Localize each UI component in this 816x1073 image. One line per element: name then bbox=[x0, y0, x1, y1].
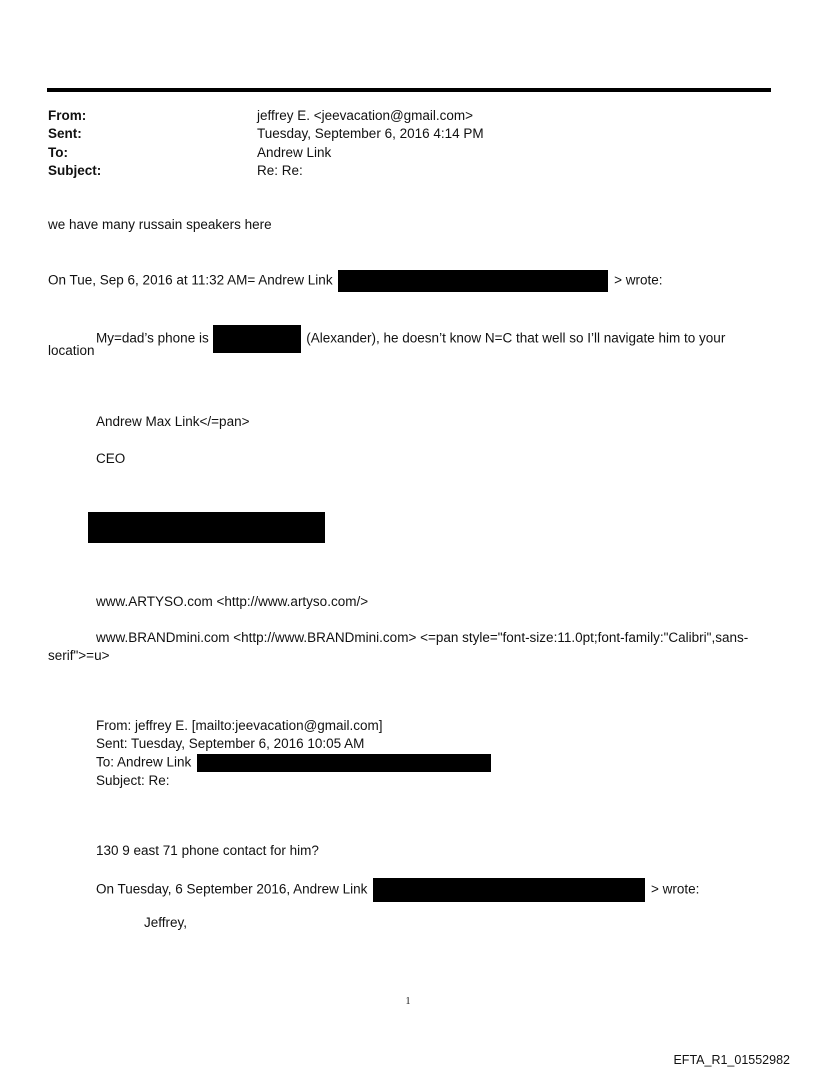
page-number: 1 bbox=[405, 996, 411, 1007]
to-value: Andrew Link bbox=[257, 145, 332, 160]
header-rule bbox=[47, 88, 771, 92]
sent-value: Tuesday, September 6, 2016 4:14 PM bbox=[257, 126, 484, 141]
reply-text: we have many russain speakers here bbox=[48, 217, 272, 232]
phone-line-wrap: location bbox=[48, 343, 95, 358]
redaction-block bbox=[213, 325, 301, 353]
fwd-to bbox=[96, 754, 491, 772]
quote-header-1-suffix: > wrote: bbox=[614, 272, 663, 288]
phone-line-suffix: (Alexander), he doesn’t know N=C that well so I’ll navigate him to your bbox=[306, 330, 726, 346]
quote-header-1 bbox=[48, 270, 663, 292]
to-label: To: bbox=[48, 145, 68, 160]
link-brandmini-wrap: serif">=u> bbox=[48, 648, 110, 663]
quote-header-2-prefix: On Tuesday, 6 September 2016, Andrew Link bbox=[96, 881, 368, 897]
contact-question: 130 9 east 71 phone contact for him? bbox=[96, 843, 319, 858]
fwd-to-text: To: Andrew Link bbox=[96, 754, 192, 770]
quote-header-2-suffix: > wrote: bbox=[650, 881, 700, 897]
phone-line-prefix: My=dad’s phone is bbox=[96, 330, 209, 346]
subject-value: Re: Re: bbox=[257, 163, 303, 178]
redaction-block bbox=[88, 512, 325, 543]
signature-title: CEO bbox=[96, 451, 126, 466]
phone-line bbox=[96, 325, 725, 353]
quote-header-2 bbox=[96, 878, 699, 902]
from-label: From: bbox=[48, 108, 87, 123]
quote-header-1-prefix: On Tue, Sep 6, 2016 at 11:32 AM= Andrew Link bbox=[48, 272, 333, 288]
link-brandmini: www.BRANDmini.com <http://www.BRANDmini.com> <=pan style="font-size:11.0pt;font-family:"Calibri",sans- bbox=[96, 630, 749, 645]
link-artyso: www.ARTYSO.com <http://www.artyso.com/> bbox=[96, 594, 369, 609]
signature-name: Andrew Max Link</=pan> bbox=[96, 414, 250, 429]
fwd-sent: Sent: Tuesday, September 6, 2016 10:05 AM bbox=[96, 736, 365, 751]
redaction-block bbox=[197, 754, 491, 772]
redaction-block bbox=[373, 878, 645, 902]
subject-label: Subject: bbox=[48, 163, 102, 178]
document-id: EFTA_R1_01552982 bbox=[673, 1053, 790, 1067]
from-value: jeffrey E. <jeevacation@gmail.com> bbox=[257, 108, 474, 123]
sent-label: Sent: bbox=[48, 126, 82, 141]
greeting: Jeffrey, bbox=[144, 915, 188, 930]
fwd-subject: Subject: Re: bbox=[96, 773, 170, 788]
redaction-block bbox=[338, 270, 608, 292]
fwd-from: From: jeffrey E. [mailto:jeevacation@gmail.com] bbox=[96, 718, 383, 733]
